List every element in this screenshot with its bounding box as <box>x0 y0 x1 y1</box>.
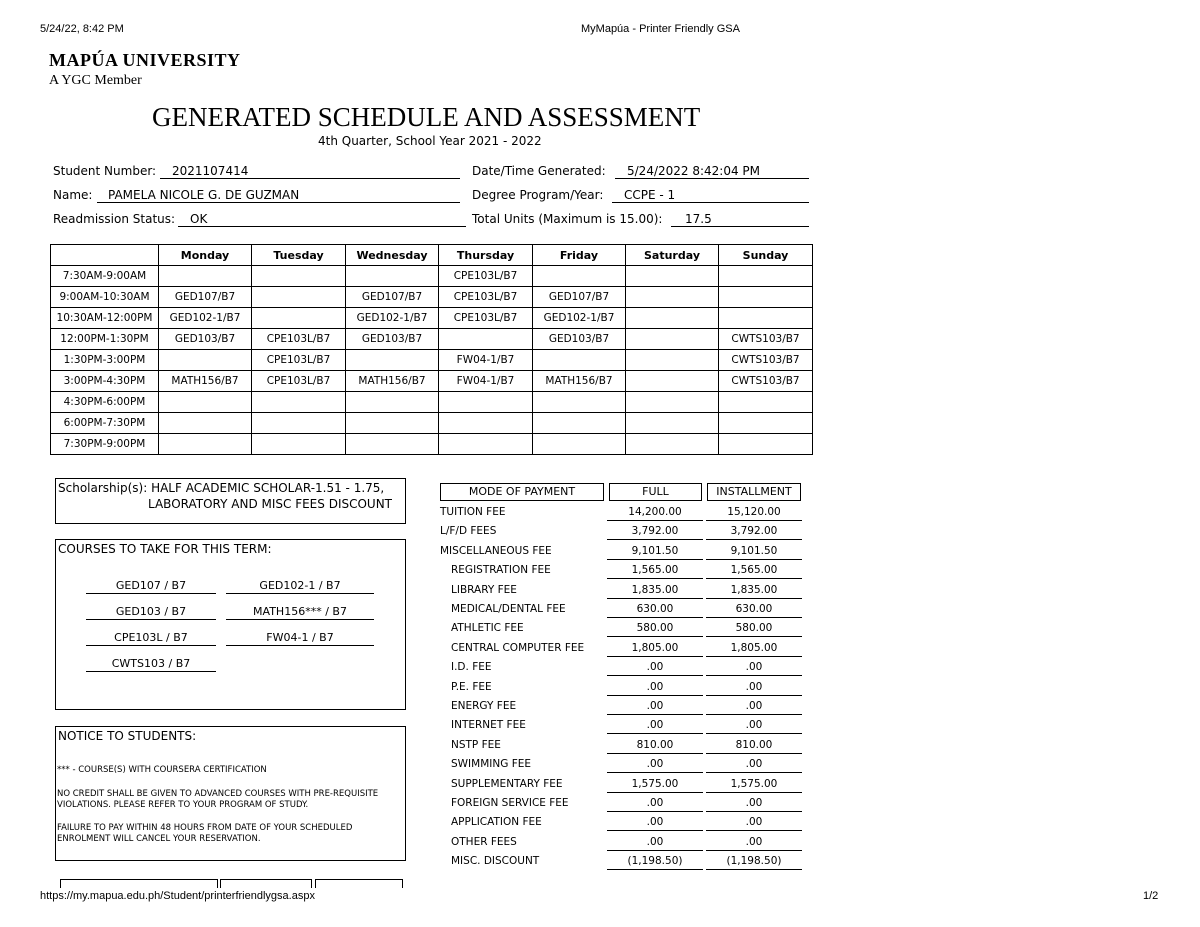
total-units: 17.5 <box>671 212 809 227</box>
fee-list <box>440 505 805 877</box>
readmission-label: Readmission Status: <box>53 212 176 226</box>
fee-installment-amount: .00 <box>706 835 802 851</box>
schedule-header-thursday: Thursday <box>439 245 533 266</box>
schedule-cell: CPE103L/B7 <box>252 350 346 371</box>
schedule-cell <box>626 350 719 371</box>
fee-full-amount: .00 <box>607 699 703 715</box>
fee-full-amount: 1,835.00 <box>607 583 703 599</box>
fee-name: LIBRARY FEE <box>451 583 517 596</box>
schedule-row <box>51 287 813 308</box>
fee-name: I.D. FEE <box>451 661 492 674</box>
schedule-time-cell: 9:00AM-10:30AM <box>51 287 159 308</box>
schedule-cell: GED103/B7 <box>346 329 439 350</box>
fee-installment-amount: 1,835.00 <box>706 583 802 599</box>
page-title: GENERATED SCHEDULE AND ASSESSMENT <box>152 102 701 132</box>
fee-full-amount: .00 <box>607 815 703 831</box>
term-label: 4th Quarter, School Year 2021 - 2022 <box>318 134 542 148</box>
fee-name: APPLICATION FEE <box>451 816 542 829</box>
schedule-cell: CWTS103/B7 <box>719 329 813 350</box>
schedule-header-time <box>51 245 159 266</box>
fee-row <box>440 660 805 679</box>
schedule-cell: MATH156/B7 <box>159 371 252 392</box>
schedule-time-cell: 1:30PM-3:00PM <box>51 350 159 371</box>
fee-name: SWIMMING FEE <box>451 758 531 771</box>
fee-full-amount: .00 <box>607 796 703 812</box>
units-label: Total Units (Maximum is 15.00): <box>472 212 663 226</box>
schedule-cell <box>533 434 626 455</box>
course-item: GED107 / B7 <box>86 578 216 594</box>
print-datetime: 5/24/22, 8:42 PM <box>40 23 124 35</box>
schedule-cell <box>439 392 533 413</box>
notice-payment: FAILURE TO PAY WITHIN 48 HOURS FROM DATE OF YOUR SCHEDULED ENROLMENT WILL CANCEL YOUR RESERVATION. <box>57 823 353 844</box>
schedule-cell <box>626 371 719 392</box>
courses-title: COURSES TO TAKE FOR THIS TERM: <box>58 542 272 556</box>
scholarship-line1: HALF ACADEMIC SCHOLAR-1.51 - 1.75, <box>151 481 385 495</box>
fee-row <box>440 777 805 796</box>
fee-full-amount: 1,575.00 <box>607 777 703 793</box>
fee-name: INTERNET FEE <box>451 719 526 732</box>
print-url[interactable]: https://my.mapua.edu.ph/Student/printerfriendlygsa.aspx <box>40 890 315 902</box>
fee-row <box>440 641 805 660</box>
schedule-header-friday: Friday <box>533 245 626 266</box>
schedule-cell <box>346 350 439 371</box>
fee-full-amount: 3,792.00 <box>607 524 703 540</box>
print-page-title: MyMapúa - Printer Friendly GSA <box>581 23 740 35</box>
schedule-cell: GED102-1/B7 <box>533 308 626 329</box>
schedule-cell: MATH156/B7 <box>533 371 626 392</box>
schedule-cell: GED107/B7 <box>346 287 439 308</box>
notice-box <box>55 726 406 861</box>
fee-installment-amount: .00 <box>706 815 802 831</box>
schedule-cell <box>719 308 813 329</box>
scholarship-box <box>55 478 406 524</box>
schedule-cell <box>159 413 252 434</box>
schedule-cell: CPE103L/B7 <box>439 308 533 329</box>
schedule-cell: CPE103L/B7 <box>252 329 346 350</box>
fee-row <box>440 563 805 582</box>
scholarship-label: Scholarship(s): <box>58 481 148 495</box>
fee-full-amount: .00 <box>607 718 703 734</box>
fee-installment-amount: 630.00 <box>706 602 802 618</box>
fee-name: FOREIGN SERVICE FEE <box>451 797 569 809</box>
readmission-status: OK <box>178 212 466 227</box>
fee-full-amount: .00 <box>607 757 703 773</box>
schedule-row <box>51 350 813 371</box>
course-item: CWTS103 / B7 <box>86 656 216 672</box>
fee-installment-amount: 810.00 <box>706 738 802 754</box>
schedule-cell: GED103/B7 <box>533 329 626 350</box>
notice-title: NOTICE TO STUDENTS: <box>58 729 197 743</box>
degree-program: CCPE - 1 <box>612 188 809 203</box>
fee-installment-amount: 1,575.00 <box>706 777 802 793</box>
schedule-cell <box>346 392 439 413</box>
schedule-row <box>51 266 813 287</box>
fee-installment-amount: .00 <box>706 718 802 734</box>
schedule-cell <box>626 308 719 329</box>
schedule-cell <box>719 413 813 434</box>
schedule-cell <box>252 413 346 434</box>
schedule-row <box>51 392 813 413</box>
schedule-time-cell: 6:00PM-7:30PM <box>51 413 159 434</box>
fee-installment-amount: 1,565.00 <box>706 563 802 579</box>
schedule-cell <box>626 287 719 308</box>
schedule-cell <box>252 392 346 413</box>
schedule-cell: CPE103L/B7 <box>252 371 346 392</box>
fee-name: SUPPLEMENTARY FEE <box>451 777 563 790</box>
schedule-cell <box>439 413 533 434</box>
fee-installment-amount: 15,120.00 <box>706 505 802 521</box>
schedule-cell <box>719 287 813 308</box>
name-label: Name: <box>53 188 93 202</box>
fee-full-amount: 580.00 <box>607 621 703 637</box>
schedule-row <box>51 329 813 350</box>
student-number-label: Student Number: <box>53 164 157 178</box>
schedule-cell: CPE103L/B7 <box>439 287 533 308</box>
schedule-time-cell: 10:30AM-12:00PM <box>51 308 159 329</box>
fee-installment-amount: .00 <box>706 660 802 676</box>
scholarship-line2: LABORATORY AND MISC FEES DISCOUNT <box>148 497 393 511</box>
signature-box <box>315 879 403 888</box>
schedule-cell <box>252 266 346 287</box>
schedule-time-cell: 3:00PM-4:30PM <box>51 371 159 392</box>
course-item: MATH156*** / B7 <box>226 604 374 620</box>
schedule-cell <box>159 266 252 287</box>
fee-row <box>440 505 805 524</box>
full-header: FULL <box>609 483 702 501</box>
schedule-header-saturday: Saturday <box>626 245 719 266</box>
fee-row <box>440 854 805 873</box>
installment-header: INSTALLMENT <box>707 483 801 501</box>
schedule-cell <box>252 287 346 308</box>
schedule-cell <box>533 350 626 371</box>
fee-installment-amount: 580.00 <box>706 621 802 637</box>
fee-name: REGISTRATION FEE <box>451 564 551 577</box>
fee-row <box>440 718 805 737</box>
fee-name: CENTRAL COMPUTER FEE <box>451 641 585 654</box>
schedule-header-monday: Monday <box>159 245 252 266</box>
schedule-row <box>51 308 813 329</box>
schedule-header-wednesday: Wednesday <box>346 245 439 266</box>
schedule-cell <box>626 434 719 455</box>
generated-label: Date/Time Generated: <box>472 164 606 178</box>
fee-row <box>440 757 805 776</box>
schedule-cell <box>533 266 626 287</box>
schedule-cell <box>252 308 346 329</box>
schedule-cell: GED103/B7 <box>159 329 252 350</box>
fee-row <box>440 621 805 640</box>
fee-installment-amount: .00 <box>706 699 802 715</box>
fee-full-amount: 1,805.00 <box>607 641 703 657</box>
schedule-cell <box>252 434 346 455</box>
program-label: Degree Program/Year: <box>472 188 604 202</box>
schedule-cell <box>439 434 533 455</box>
fee-row <box>440 680 805 699</box>
fee-installment-amount: (1,198.50) <box>706 854 802 870</box>
schedule-cell <box>719 434 813 455</box>
schedule-cell <box>533 413 626 434</box>
fee-full-amount: 9,101.50 <box>607 544 703 560</box>
fee-full-amount: 14,200.00 <box>607 505 703 521</box>
schedule-time-cell: 4:30PM-6:00PM <box>51 392 159 413</box>
schedule-cell <box>159 434 252 455</box>
mode-of-payment-header: MODE OF PAYMENT <box>440 483 604 501</box>
schedule-cell <box>346 266 439 287</box>
schedule-header-sunday: Sunday <box>719 245 813 266</box>
fee-name: NSTP FEE <box>451 738 501 751</box>
fee-installment-amount: .00 <box>706 796 802 812</box>
university-name: MAPÚA UNIVERSITY <box>49 50 241 70</box>
schedule-time-cell: 7:30PM-9:00PM <box>51 434 159 455</box>
fee-row <box>440 835 805 854</box>
schedule-cell: CWTS103/B7 <box>719 371 813 392</box>
fee-row <box>440 815 805 834</box>
fee-full-amount: .00 <box>607 835 703 851</box>
ygc-member: A YGC Member <box>49 73 142 88</box>
schedule-row <box>51 413 813 434</box>
schedule-cell <box>626 392 719 413</box>
schedule-cell: GED107/B7 <box>159 287 252 308</box>
student-name: PAMELA NICOLE G. DE GUZMAN <box>97 188 460 203</box>
course-item: CPE103L / B7 <box>86 630 216 646</box>
fee-name: L/F/D FEES <box>440 525 497 538</box>
fee-name: ENERGY FEE <box>451 700 517 712</box>
schedule-cell <box>626 266 719 287</box>
fee-full-amount: .00 <box>607 680 703 696</box>
fee-name: MEDICAL/DENTAL FEE <box>451 603 566 615</box>
notice-credit: NO CREDIT SHALL BE GIVEN TO ADVANCED COURSES WITH PRE-REQUISITE VIOLATIONS. PLEASE REFER TO YOUR PROGRAM OF STUDY. <box>57 789 379 810</box>
fee-row <box>440 544 805 563</box>
schedule-table <box>50 244 813 455</box>
fee-row <box>440 699 805 718</box>
schedule-cell <box>439 329 533 350</box>
fee-name: P.E. FEE <box>451 680 492 693</box>
fee-installment-amount: 3,792.00 <box>706 524 802 540</box>
fee-name: MISCELLANEOUS FEE <box>440 544 552 557</box>
notice-coursera: *** - COURSE(S) WITH COURSERA CERTIFICATION <box>57 765 267 775</box>
fee-name: TUITION FEE <box>440 506 506 518</box>
generated-datetime: 5/24/2022 8:42:04 PM <box>615 164 809 179</box>
fee-full-amount: 630.00 <box>607 602 703 618</box>
schedule-header-tuesday: Tuesday <box>252 245 346 266</box>
fee-full-amount: (1,198.50) <box>607 854 703 870</box>
schedule-cell: GED107/B7 <box>533 287 626 308</box>
schedule-cell: CPE103L/B7 <box>439 266 533 287</box>
schedule-cell: FW04-1/B7 <box>439 350 533 371</box>
fee-installment-amount: .00 <box>706 757 802 773</box>
signature-box <box>60 879 218 888</box>
fee-row <box>440 524 805 543</box>
fee-installment-amount: 9,101.50 <box>706 544 802 560</box>
schedule-cell <box>346 413 439 434</box>
student-number: 2021107414 <box>160 164 460 179</box>
schedule-cell <box>626 413 719 434</box>
print-page-number: 1/2 <box>1143 890 1159 902</box>
schedule-cell: GED102-1/B7 <box>159 308 252 329</box>
fee-installment-amount: .00 <box>706 680 802 696</box>
schedule-cell: CWTS103/B7 <box>719 350 813 371</box>
fee-row <box>440 738 805 757</box>
course-item: GED102-1 / B7 <box>226 578 374 594</box>
schedule-cell <box>159 350 252 371</box>
schedule-cell <box>346 434 439 455</box>
fee-installment-amount: 1,805.00 <box>706 641 802 657</box>
fee-full-amount: 1,565.00 <box>607 563 703 579</box>
schedule-time-cell: 12:00PM-1:30PM <box>51 329 159 350</box>
fee-name: MISC. DISCOUNT <box>451 855 540 868</box>
schedule-header-row <box>51 245 813 266</box>
schedule-cell: FW04-1/B7 <box>439 371 533 392</box>
signature-box <box>220 879 312 888</box>
fee-full-amount: 810.00 <box>607 738 703 754</box>
schedule-cell <box>719 392 813 413</box>
schedule-cell: MATH156/B7 <box>346 371 439 392</box>
schedule-cell <box>626 329 719 350</box>
fee-row <box>440 602 805 621</box>
schedule-cell <box>533 392 626 413</box>
course-item: GED103 / B7 <box>86 604 216 620</box>
fee-full-amount: .00 <box>607 660 703 676</box>
fee-row <box>440 796 805 815</box>
course-item: FW04-1 / B7 <box>226 630 374 646</box>
schedule-cell <box>159 392 252 413</box>
schedule-row <box>51 434 813 455</box>
fee-name: ATHLETIC FEE <box>451 622 524 635</box>
schedule-cell: GED102-1/B7 <box>346 308 439 329</box>
schedule-cell <box>719 266 813 287</box>
fee-row <box>440 583 805 602</box>
schedule-row <box>51 371 813 392</box>
schedule-time-cell: 7:30AM-9:00AM <box>51 266 159 287</box>
fee-name: OTHER FEES <box>451 835 517 848</box>
courses-box <box>55 539 406 710</box>
